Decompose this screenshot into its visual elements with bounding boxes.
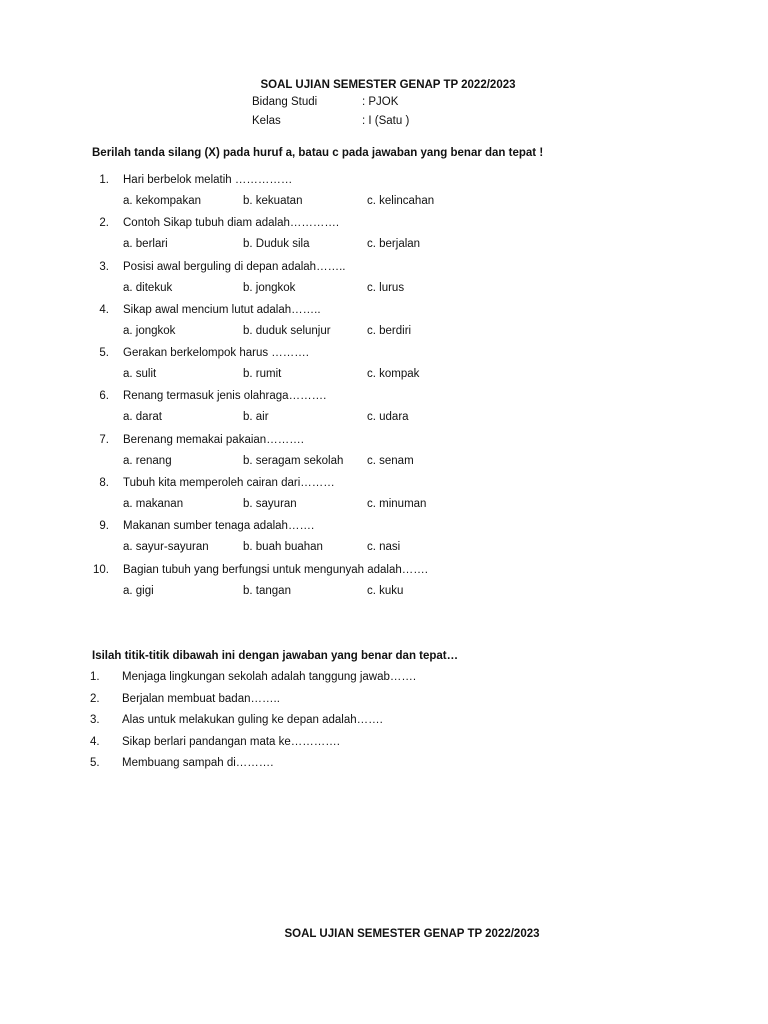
question-item [85, 217, 685, 260]
fill-in-item [90, 714, 690, 736]
question-number: 3. [99, 260, 109, 273]
option-a: a. ditekuk [123, 281, 173, 294]
subject-value: : PJOK [362, 96, 399, 108]
question-number: 9. [99, 520, 109, 533]
option-b: b. seragam sekolah [243, 454, 344, 467]
question-number: 1. [99, 174, 109, 186]
fill-in-item [90, 757, 690, 779]
multiple-choice-instruction: Berilah tanda silang (X) pada huruf a, batau c pada jawaban yang benar dan tepat ! [92, 147, 544, 159]
option-c: c. kompak [367, 368, 420, 381]
page-title: SOAL UJIAN SEMESTER GENAP TP 2022/2023 [260, 79, 516, 91]
option-c: c. senam [367, 454, 414, 467]
question-item [85, 390, 685, 433]
option-a: a. makanan [123, 498, 184, 511]
fill-in-number: 1. [90, 671, 100, 683]
option-c: c. kuku [367, 584, 404, 597]
option-a: a. renang [123, 454, 172, 467]
option-c: c. lurus [367, 281, 405, 294]
question-text: Gerakan berkelompok harus ………. [123, 347, 309, 360]
question-item [85, 261, 685, 304]
fill-in-text: Sikap berlari pandangan mata ke…………. [122, 735, 340, 748]
fill-in-number: 3. [90, 714, 100, 726]
fill-in-item [90, 671, 690, 693]
fill-in-number: 4. [90, 735, 100, 748]
question-number: 2. [99, 217, 109, 230]
option-b: b. sayuran [243, 498, 297, 511]
option-c: c. udara [367, 411, 409, 424]
question-number: 10. [93, 563, 109, 576]
option-b: b. jongkok [243, 281, 296, 294]
question-item [85, 434, 685, 477]
question-number: 7. [99, 433, 109, 446]
option-b: b. kekuatan [243, 195, 303, 207]
option-b: b. duduk selunjur [243, 324, 331, 337]
question-item [85, 304, 685, 347]
option-a: a. sayur-sayuran [123, 541, 209, 554]
exam-meta [252, 96, 409, 134]
fill-in-item [90, 693, 690, 715]
question-item [85, 477, 685, 520]
question-text: Renang termasuk jenis olahraga………. [123, 390, 327, 403]
option-c: c. minuman [367, 498, 427, 511]
option-a: a. sulit [123, 368, 157, 381]
option-a: a. darat [123, 411, 162, 424]
fill-in-text: Membuang sampah di………. [122, 757, 274, 769]
question-text: Sikap awal mencium lutut adalah…….. [123, 303, 321, 316]
question-text: Contoh Sikap tubuh diam adalah…………. [123, 217, 340, 230]
fill-in-item [90, 736, 690, 758]
fill-in-list [90, 671, 690, 779]
option-c: c. kelincahan [367, 195, 435, 207]
option-c: c. nasi [367, 541, 401, 554]
question-text: Hari berbelok melatih …………… [123, 174, 293, 186]
fill-in-number: 5. [90, 757, 100, 769]
subject-label: Bidang Studi [252, 96, 318, 108]
footer-title: SOAL UJIAN SEMESTER GENAP TP 2022/2023 [284, 928, 540, 940]
question-number: 6. [99, 390, 109, 403]
option-c: c. berdiri [367, 324, 412, 337]
multiple-choice-list [85, 174, 685, 607]
option-b: b. Duduk sila [243, 238, 310, 251]
subject-row [252, 96, 409, 115]
question-item [85, 564, 685, 607]
question-text: Posisi awal berguling di depan adalah…….. [123, 260, 346, 273]
option-b: b. air [243, 411, 269, 424]
option-a: a. kekompakan [123, 195, 201, 207]
question-text: Tubuh kita memperoleh cairan dari……… [123, 477, 335, 490]
fill-in-text: Alas untuk melakukan guling ke depan adalah……. [122, 714, 383, 726]
class-label: Kelas [252, 115, 281, 127]
fill-in-text: Menjaga lingkungan sekolah adalah tanggung jawab……. [122, 671, 417, 683]
question-text: Makanan sumber tenaga adalah……. [123, 520, 315, 533]
class-value: : I (Satu ) [362, 115, 410, 127]
fill-in-number: 2. [90, 692, 100, 705]
option-b: b. rumit [243, 368, 282, 381]
option-a: a. jongkok [123, 324, 176, 337]
class-row [252, 115, 409, 134]
option-b: b. buah buahan [243, 541, 323, 554]
option-a: a. berlari [123, 238, 168, 251]
question-text: Berenang memakai pakaian………. [123, 433, 304, 446]
question-item [85, 347, 685, 390]
fill-in-text: Berjalan membuat badan…….. [122, 692, 280, 705]
option-a: a. gigi [123, 584, 154, 597]
question-item [85, 520, 685, 563]
option-c: c. berjalan [367, 238, 421, 251]
option-b: b. tangan [243, 584, 291, 597]
question-number: 4. [99, 303, 109, 316]
question-item [85, 174, 685, 217]
question-number: 8. [99, 477, 109, 490]
fill-in-instruction: Isilah titik-titik dibawah ini dengan jawaban yang benar dan tepat… [92, 650, 459, 662]
question-number: 5. [99, 347, 109, 360]
question-text: Bagian tubuh yang berfungsi untuk mengunyah adalah……. [123, 563, 428, 576]
